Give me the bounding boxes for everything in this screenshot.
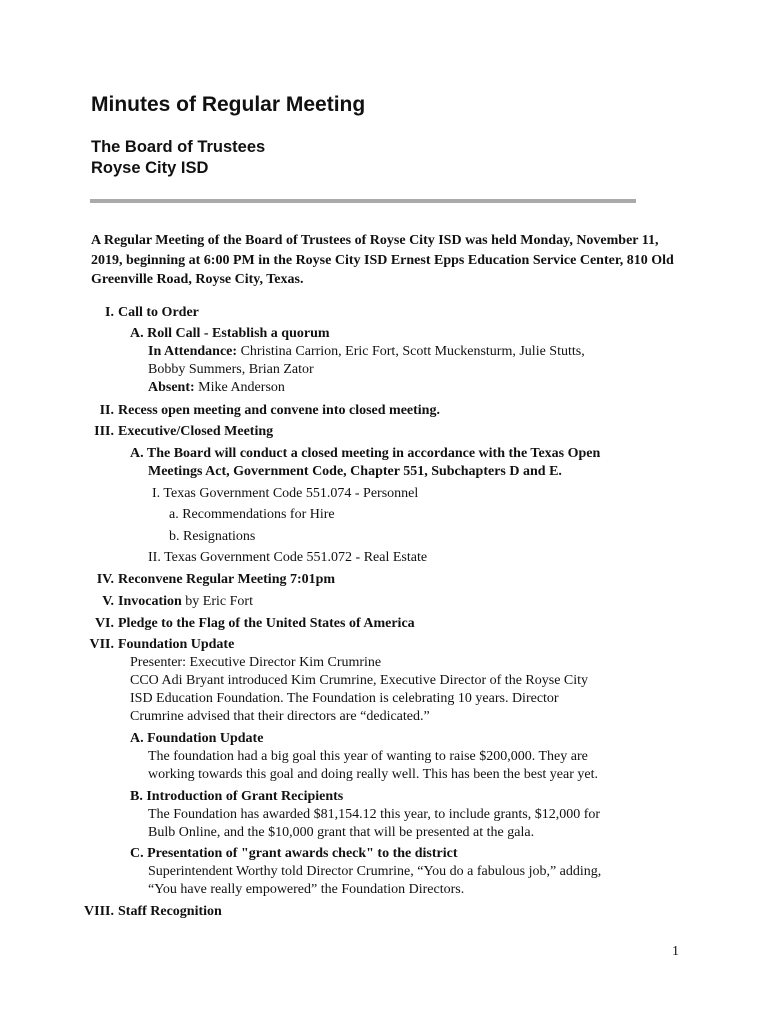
document-title: Minutes of Regular Meeting [91,93,366,116]
item-iii-a-i: I. Texas Government Code 551.074 - Personnel [152,486,419,501]
intro-paragraph: A Regular Meeting of the Board of Trustees of Royse City ISD was held Monday, November 11, 2019, beginning at 6:00 PM in the Royse City ISD Ernest Epps Education Service Center, 810 Old Greenville Road, Royse City, Texas. [91,233,674,287]
item-vii-b-text-1: The Foundation has awarded $81,154.12 this year, to include grants, $12,000 for [148,807,601,822]
item-vii-a-text-2: working towards this goal and doing really well. This has been the best year yet. [148,767,598,782]
item-vi: VI. Pledge to the Flag of the United States of America [94,616,415,631]
item-iii: III. Executive/Closed Meeting [94,424,274,439]
attendance-line: In Attendance: Christina Carrion, Eric Fort, Scott Muckensturm, Julie Stutts, [148,344,585,359]
item-iii-a-ii: II. Texas Government Code 551.072 - Real Estate [148,550,428,565]
absent-line: Absent: Mike Anderson [148,380,285,395]
item-vii-a-text-1: The foundation had a big goal this year of wanting to raise $200,000. They are [148,749,588,764]
item-vii-b-heading: B. Introduction of Grant Recipients [130,789,344,804]
item-v: V. Invocation by Eric Fort [102,594,253,609]
item-iii-a-i-b: b. Resignations [169,529,256,544]
item-vii-c-text-1: Superintendent Worthy told Director Crumrine, “You do a fabulous job,” adding, [148,864,602,879]
item-iii-a-cont: Meetings Act, Government Code, Chapter 551, Subchapters D and E. [148,464,562,479]
horizontal-divider [90,199,636,203]
item-vii-c-text-2: “You have really empowered” the Foundation Directors. [148,882,465,897]
item-vii: VII. Foundation Update [89,637,235,652]
item-vii-paragraph-2: ISD Education Foundation. The Foundation is celebrating 10 years. Director [130,691,559,706]
item-vii-paragraph-3: Crumrine advised that their directors are “dedicated.” [130,709,430,724]
page-number: 1 [672,944,679,959]
item-iii-a: A. The Board will conduct a closed meeting in accordance with the Texas Open [130,446,601,461]
item-ii: II. Recess open meeting and convene into closed meeting. [99,403,440,418]
item-vii-c-heading: C. Presentation of "grant awards check" to the district [130,846,458,861]
item-iv: IV. Reconvene Regular Meeting 7:01pm [96,572,336,587]
board-name: The Board of Trustees [91,138,266,156]
item-vii-paragraph-1: CCO Adi Bryant introduced Kim Crumrine, Executive Director of the Royse City [130,673,589,688]
attendance-line-2: Bobby Summers, Brian Zator [148,362,314,377]
district-name: Royse City ISD [91,159,209,177]
organization-heading [91,137,265,179]
item-i-a: A. Roll Call - Establish a quorum [130,326,330,341]
item-i: I. Call to Order [105,305,199,320]
item-iii-a-i-a: a. Recommendations for Hire [169,507,335,522]
item-vii-presenter: Presenter: Executive Director Kim Crumrine [130,655,382,670]
item-vii-b-text-2: Bulb Online, and the $10,000 grant that will be presented at the gala. [148,825,535,840]
item-vii-a-heading: A. Foundation Update [130,731,264,746]
item-viii: VIII. Staff Recognition [84,904,222,919]
